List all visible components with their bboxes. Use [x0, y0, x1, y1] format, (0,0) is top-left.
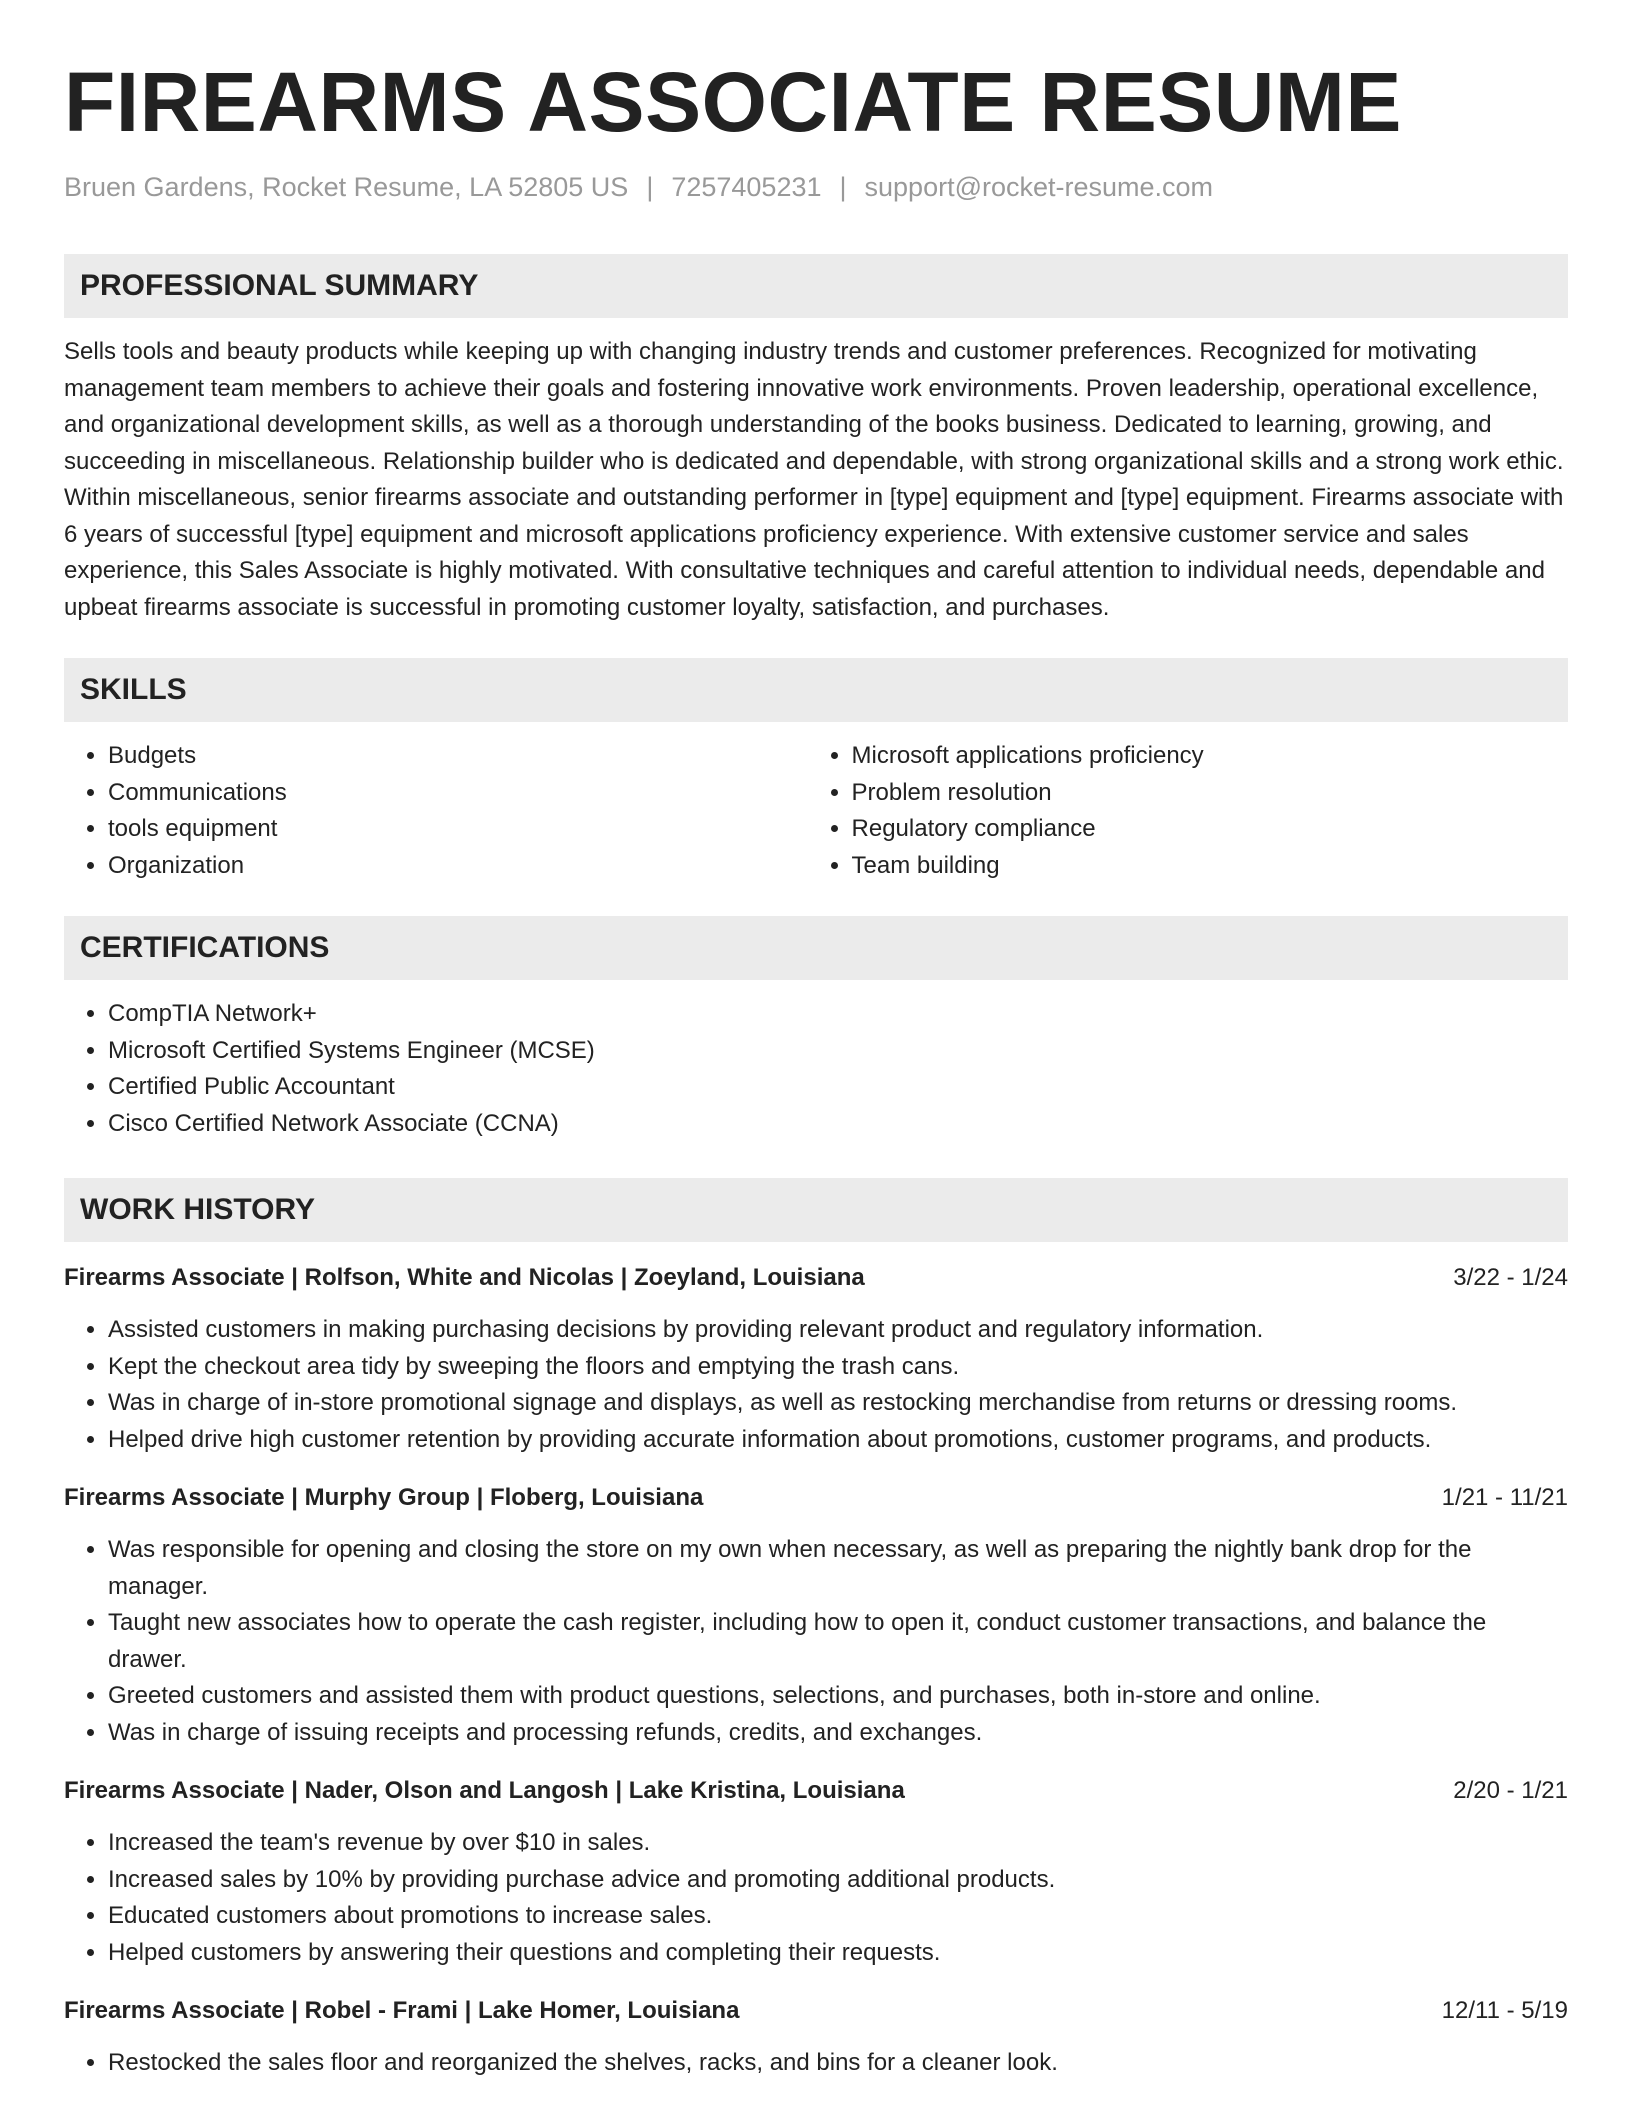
job-entry: [64, 1260, 1568, 1458]
job-bullet: • Helped drive high customer retention by providing accurate information about promotions, customer programs, and products.: [108, 1422, 1568, 1459]
job-bullets: [64, 2045, 1568, 2082]
contact-address: Bruen Gardens, Rocket Resume, LA 52805 US: [64, 172, 629, 202]
job-bullet: • Was in charge of in-store promotional signage and displays, as well as restocking merchandise from returns or dressing rooms.: [108, 1385, 1568, 1422]
certifications-heading: CERTIFICATIONS: [64, 916, 1568, 980]
job-bullet: • Greeted customers and assisted them with product questions, selections, and purchases, both in-store and online.: [108, 1678, 1568, 1715]
certification-item: • Microsoft Certified Systems Engineer (MCSE): [108, 1033, 1568, 1070]
job-dates: 2/20 - 1/21: [1453, 1777, 1568, 1804]
job-entry: [64, 1773, 1568, 1971]
contact-separator: |: [646, 172, 654, 202]
job-entry: [64, 1993, 1568, 2082]
job-title: Firearms Associate | Murphy Group | Floberg, Louisiana: [64, 1484, 704, 1511]
summary-text: Sells tools and beauty products while keeping up with changing industry trends and customer preferences. Recognized for motivating management team members to achieve their goals and fostering innovative work environments. Proven leadership, operational excellence, and organizational development skills, as well as a thorough understanding of the books business. Dedicated to learning, growing, and succeeding in miscellaneous. Relationship builder who is dedicated and dependable, with strong organizational skills and a strong work ethic. Within miscellaneous, senior firearms associate and outstanding performer in [type] equipment and [type] equipment. Firearms associate with 6 years of successful [type] equipment and microsoft applications proficiency experience. With extensive customer service and sales experience, this Sales Associate is highly motivated. With consultative techniques and careful attention to individual needs, dependable and upbeat firearms associate is successful in promoting customer loyalty, satisfaction, and purchases.: [64, 338, 1564, 621]
skill-item: • tools equipment: [108, 811, 808, 848]
job-header: [64, 1260, 1568, 1296]
job-bullet: • Increased the team's revenue by over $10 in sales.: [108, 1825, 1568, 1862]
job-dates: 3/22 - 1/24: [1453, 1264, 1568, 1291]
skills-column-right: [808, 738, 1568, 884]
certification-item: • CompTIA Network+: [108, 996, 1568, 1033]
job-title: Firearms Associate | Robel - Frami | Lake Homer, Louisiana: [64, 1997, 740, 2024]
certifications-list: [64, 996, 1568, 1142]
job-bullet: • Restocked the sales floor and reorganized the shelves, racks, and bins for a cleaner look.: [108, 2045, 1568, 2082]
job-title: Firearms Associate | Nader, Olson and Langosh | Lake Kristina, Louisiana: [64, 1777, 905, 1804]
contact-email: support@rocket-resume.com: [864, 172, 1214, 202]
job-title: Firearms Associate | Rolfson, White and Nicolas | Zoeyland, Louisiana: [64, 1264, 865, 1291]
skill-item: • Team building: [852, 848, 1568, 885]
job-bullet: • Was in charge of issuing receipts and processing refunds, credits, and exchanges.: [108, 1715, 1568, 1752]
resume-title: FIREARMS ASSOCIATE RESUME: [64, 55, 1402, 149]
job-header: [64, 1993, 1568, 2029]
skill-item: • Regulatory compliance: [852, 811, 1568, 848]
job-bullet: • Assisted customers in making purchasing decisions by providing relevant product and regulatory information.: [108, 1312, 1568, 1349]
job-bullet: • Educated customers about promotions to increase sales.: [108, 1898, 1568, 1935]
certification-item: • Cisco Certified Network Associate (CCNA): [108, 1106, 1568, 1143]
job-bullet: • Taught new associates how to operate the cash register, including how to open it, conduct customer transactions, and balance the drawer.: [108, 1605, 1568, 1678]
job-dates: 12/11 - 5/19: [1441, 1997, 1568, 2024]
job-header: [64, 1480, 1568, 1516]
job-dates: 1/21 - 11/21: [1441, 1484, 1568, 1511]
job-header: [64, 1773, 1568, 1809]
job-bullet: • Helped customers by answering their questions and completing their requests.: [108, 1935, 1568, 1972]
certification-item: • Certified Public Accountant: [108, 1069, 1568, 1106]
skill-item: • Problem resolution: [852, 775, 1568, 812]
job-bullets: [64, 1825, 1568, 1971]
job-bullet: • Kept the checkout area tidy by sweeping the floors and emptying the trash cans.: [108, 1349, 1568, 1386]
work-history-heading: WORK HISTORY: [64, 1178, 1568, 1242]
job-bullet: • Was responsible for opening and closing the store on my own when necessary, as well as preparing the nightly bank drop for the manager.: [108, 1532, 1568, 1605]
skill-item: • Budgets: [108, 738, 808, 775]
skills-list: [64, 738, 1568, 884]
skill-item: • Microsoft applications proficiency: [852, 738, 1568, 775]
skills-heading: SKILLS: [64, 658, 1568, 722]
job-entry: [64, 1480, 1568, 1751]
skill-item: • Organization: [108, 848, 808, 885]
contact-separator: |: [839, 172, 847, 202]
skill-item: • Communications: [108, 775, 808, 812]
skills-column-left: [64, 738, 808, 884]
contact-phone: 7257405231: [671, 172, 822, 202]
summary-heading: PROFESSIONAL SUMMARY: [64, 254, 1568, 318]
job-bullets: [64, 1312, 1568, 1458]
job-bullet: • Increased sales by 10% by providing purchase advice and promoting additional products.: [108, 1862, 1568, 1899]
job-bullets: [64, 1532, 1568, 1751]
contact-line: [64, 170, 1568, 204]
